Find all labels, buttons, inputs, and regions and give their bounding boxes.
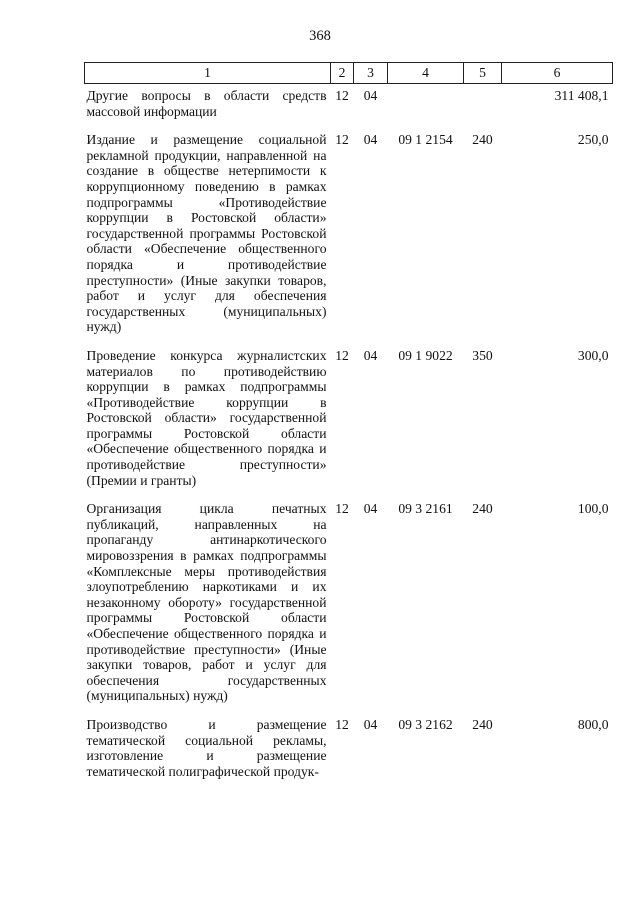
table-row [85, 717, 613, 792]
row-rz: 12 [335, 132, 349, 148]
table-header [85, 63, 613, 84]
page-number: 368 [309, 28, 331, 44]
row-pr: 04 [363, 716, 378, 732]
row-csr [388, 84, 464, 133]
row-rz: 12 [335, 347, 349, 363]
row-rz: 12 [335, 88, 349, 103]
row-name: Организация цикла печатных публикаций, направленных на пропаганду антинаркотического мировоззрения в рамках подпрограммы «Комплексные меры противодействия злоупотреблению наркотиками и их незаконному обороту» государственной программы Ростовской области «Обеспечение общественного порядка и противодействие преступности» (Иные закупки товаров, работ и услуг для обеспечения государственных (муниципальных) нужд) [86, 501, 327, 704]
row-rz: 12 [335, 716, 349, 732]
column-header-3: 3 [354, 63, 388, 84]
row-amount: 800,0 [577, 716, 609, 732]
row-vr: 350 [472, 347, 493, 363]
row-name: Производство и размещение тематической социальной рекламы, изготовление и размещение тематической полиграфической продук- [86, 716, 327, 779]
table-row [85, 84, 613, 133]
table-row [85, 132, 613, 348]
column-header-4: 4 [388, 63, 464, 84]
row-name: Проведение конкурса журналистских материалов по противодействию коррупции в рамках подпрограммы «Противодействие коррупции в Ростовской области» государственной программы Ростовской области «Обеспечение общественного порядка и противодействие преступности» (Премии и гранты) [86, 347, 327, 488]
table-body [85, 84, 613, 793]
column-header-6: 6 [502, 63, 613, 84]
row-amount: 250,0 [577, 132, 609, 148]
header-row [85, 63, 613, 84]
table-row [85, 348, 613, 501]
row-vr: 240 [472, 132, 493, 148]
row-pr: 04 [363, 347, 378, 363]
row-rz: 12 [335, 501, 349, 517]
column-header-1: 1 [85, 63, 331, 84]
column-header-5: 5 [464, 63, 502, 84]
row-vr: 240 [472, 716, 493, 732]
row-name: Другие вопросы в области средств массовой информации [86, 88, 327, 119]
row-csr: 09 3 2161 [398, 501, 453, 517]
row-amount: 300,0 [577, 347, 609, 363]
row-vr [464, 84, 502, 133]
row-amount: 311 408,1 [554, 88, 609, 103]
row-pr: 04 [363, 132, 378, 148]
row-pr: 04 [363, 88, 378, 103]
row-csr: 09 1 9022 [398, 347, 453, 363]
table-row [85, 501, 613, 717]
row-pr: 04 [363, 501, 378, 517]
row-amount: 100,0 [577, 501, 609, 517]
row-name: Издание и размещение социальной рекламной продукции, направленной на создание в обществе нетерпимости к коррупционному поведению в рамках подпрограммы «Противодействие коррупции в Ростовской области» государственной программы Ростовской области «Обеспечение общественного порядка и противодействие преступности» (Иные закупки товаров, работ и услуг для обеспечения государственных (муниципальных) нужд) [86, 132, 327, 335]
row-csr: 09 3 2162 [398, 716, 453, 732]
row-csr: 09 1 2154 [398, 132, 453, 148]
column-header-2: 2 [331, 63, 354, 84]
budget-table [84, 62, 613, 792]
row-vr: 240 [472, 501, 493, 517]
